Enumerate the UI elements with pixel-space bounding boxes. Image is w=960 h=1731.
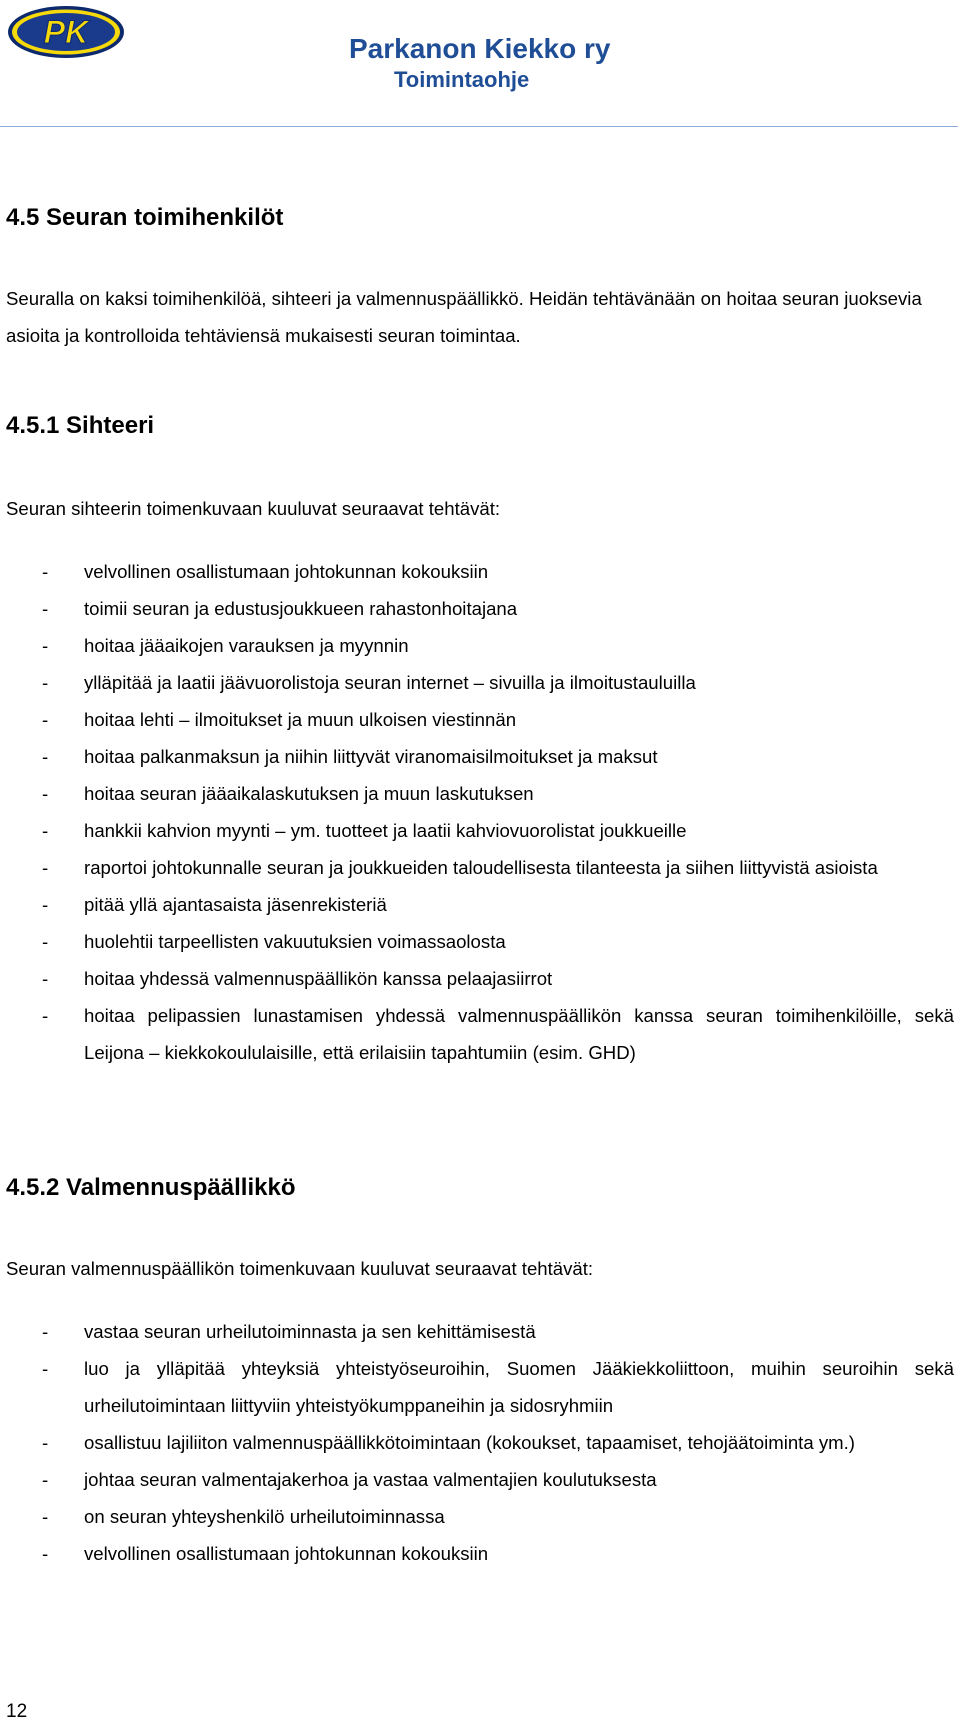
secretary-intro: Seuran sihteerin toimenkuvaan kuuluvat seuraavat tehtävät: <box>6 498 501 519</box>
list-bullet: - <box>42 598 49 619</box>
list-item-text: hoitaa palkanmaksun ja niihin liittyvät viranomaisilmoitukset ja maksut <box>84 746 658 767</box>
organization-name: Parkanon Kiekko ry <box>349 33 611 64</box>
list-item-text: johtaa seuran valmentajakerhoa ja vastaa valmentajien koulutuksesta <box>84 1469 657 1490</box>
list-item-text: pitää yllä ajantasaista jäsenrekisteriä <box>84 894 387 915</box>
list-item-text: raportoi johtokunnalle seuran ja joukkueiden taloudellisesta tilanteesta ja siihen liittyvistä asioista <box>84 857 878 878</box>
list-item <box>6 1535 954 1572</box>
list-item <box>6 590 954 627</box>
list-bullet: - <box>42 820 49 841</box>
list-item <box>6 812 954 849</box>
list-bullet: - <box>42 1543 49 1564</box>
list-item <box>6 886 954 923</box>
list-item <box>6 997 954 1071</box>
section-intro: Seuralla on kaksi toimihenkilöä, sihteeri ja valmennuspäällikkö. Heidän tehtävänään on hoitaa seuran juoksevia asioita ja kontrolloida tehtäviensä mukaisesti seuran toimintaa. <box>6 288 922 346</box>
list-item <box>6 553 954 590</box>
coach-duties-list <box>6 1313 954 1572</box>
page-number: 12 <box>6 1701 28 1722</box>
list-item-text: hoitaa yhdessä valmennuspäällikön kanssa pelaajasiirrot <box>84 968 553 989</box>
list-item <box>6 738 954 775</box>
page-header <box>0 0 960 128</box>
list-bullet: - <box>42 709 49 730</box>
list-item-text: luo ja ylläpitää yhteyksiä yhteistyöseuroihin, Suomen Jääkiekkoliittoon, muihin seuroihin sekä urheilutoimintaan liittyviin yhteistyökumppaneihin ja sidosryhmiin <box>84 1358 954 1416</box>
list-item-text: velvollinen osallistumaan johtokunnan kokouksiin <box>84 1543 489 1564</box>
list-item-text: velvollinen osallistumaan johtokunnan kokouksiin <box>84 561 489 582</box>
club-logo <box>6 4 126 60</box>
list-item-text: hankkii kahvion myynti – ym. tuotteet ja laatii kahviovuorolistat joukkueille <box>84 820 687 841</box>
list-item-text: hoitaa lehti – ilmoitukset ja muun ulkoisen viestinnän <box>84 709 517 730</box>
list-item-text: hoitaa seuran jääaikalaskutuksen ja muun laskutuksen <box>84 783 534 804</box>
list-bullet: - <box>42 746 49 767</box>
list-item <box>6 923 954 960</box>
list-bullet: - <box>42 1358 49 1379</box>
list-bullet: - <box>42 1321 49 1342</box>
header-divider <box>0 126 958 127</box>
list-item-text: vastaa seuran urheilutoiminnasta ja sen kehittämisestä <box>84 1321 536 1342</box>
list-item <box>6 960 954 997</box>
list-item <box>6 1350 954 1424</box>
list-item-text: osallistuu lajiliiton valmennuspäällikkötoimintaan (kokoukset, tapaamiset, tehojäätoiminta ym.) <box>84 1432 855 1453</box>
logo-text: PK <box>43 14 89 50</box>
list-item <box>6 775 954 812</box>
list-bullet: - <box>42 783 49 804</box>
list-bullet: - <box>42 968 49 989</box>
header-titles <box>349 32 749 94</box>
list-item <box>6 701 954 738</box>
list-item <box>6 1461 954 1498</box>
list-bullet: - <box>42 635 49 656</box>
section-heading: 4.5 Seuran toimihenkilöt <box>6 204 284 231</box>
secretary-heading: 4.5.1 Sihteeri <box>6 412 155 439</box>
list-item-text: hoitaa jääaikojen varauksen ja myynnin <box>84 635 409 656</box>
list-item <box>6 627 954 664</box>
list-bullet: - <box>42 1469 49 1490</box>
document-name: Toimintaohje <box>394 67 530 92</box>
list-item-text: toimii seuran ja edustusjoukkueen rahastonhoitajana <box>84 598 518 619</box>
list-item <box>6 849 954 886</box>
list-bullet: - <box>42 672 49 693</box>
coach-intro: Seuran valmennuspäällikön toimenkuvaan kuuluvat seuraavat tehtävät: <box>6 1258 594 1279</box>
list-item-text: ylläpitää ja laatii jäävuorolistoja seuran internet – sivuilla ja ilmoitustauluilla <box>84 672 696 693</box>
list-item-text: hoitaa pelipassien lunastamisen yhdessä valmennuspäällikön kanssa seuran toimihenkilöille, sekä Leijona – kiekkokoululaisille, että erilaisiin tapahtumiin (esim. GHD) <box>84 1005 954 1063</box>
coach-heading: 4.5.2 Valmennuspäällikkö <box>6 1174 296 1201</box>
list-bullet: - <box>42 1432 49 1453</box>
list-bullet: - <box>42 894 49 915</box>
list-item <box>6 1424 954 1461</box>
list-item <box>6 1498 954 1535</box>
list-item <box>6 1313 954 1350</box>
secretary-duties-list <box>6 553 954 1071</box>
list-bullet: - <box>42 931 49 952</box>
list-bullet: - <box>42 857 49 878</box>
list-item-text: huolehtii tarpeellisten vakuutuksien voimassaolosta <box>84 931 506 952</box>
list-item <box>6 664 954 701</box>
list-bullet: - <box>42 1506 49 1527</box>
list-bullet: - <box>42 561 49 582</box>
list-item-text: on seuran yhteyshenkilö urheilutoiminnassa <box>84 1506 445 1527</box>
list-bullet: - <box>42 1005 49 1026</box>
